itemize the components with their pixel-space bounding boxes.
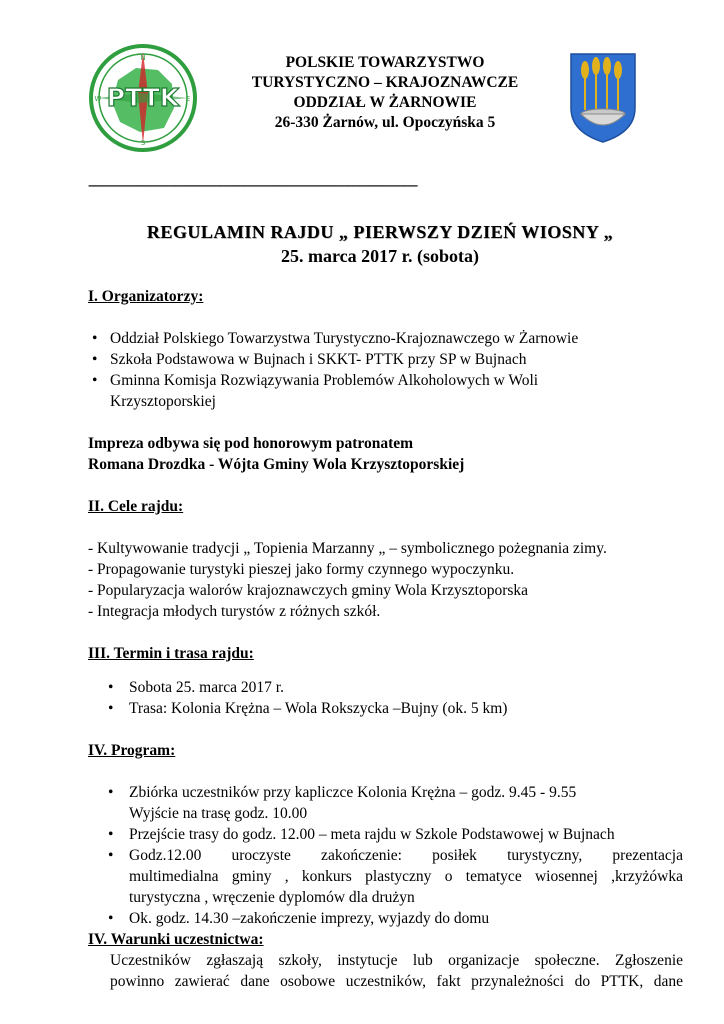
paragraph-line: Uczestników zgłaszają szkoły, instytucje lub organizacje społeczne. Zgłoszenie — [110, 952, 683, 969]
list-item-line: Zbiórka uczestników przy kapliczce Kolonia Krężna – godz. 9.45 - 9.55 — [129, 784, 577, 801]
patronage-line-2: Romana Drozdka - Wójta Gminy Wola Krzysztoporskiej — [88, 456, 465, 473]
list-item — [88, 782, 683, 824]
compass-n: N — [140, 54, 146, 62]
conditions-paragraph — [88, 950, 683, 992]
list-item-line: multimedialna gminy , konkurs plastyczny o tematyce wiosennej ,krzyżówka — [129, 868, 683, 885]
pttk-logo — [88, 42, 198, 154]
program-list — [88, 782, 683, 929]
org-address: 26-330 Żarnów, ul. Opoczyńska 5 — [274, 114, 496, 131]
list-item: • Ok. godz. 14.30 –zakończenie imprezy, wyjazdy do domu — [88, 908, 683, 929]
document-date: 25. marca 2017 r. (sobota) — [281, 246, 479, 266]
list-item-line: • Godz.12.00 uroczyste zakończenie: posiłek turystyczny, prezentacja — [129, 847, 683, 864]
goal-item: - Kultywowanie tradycji „ Topienia Marzanny „ – symbolicznego pożegnania zimy. — [88, 540, 607, 557]
list-item-line: turystyczna , wręczenie dyplomów dla drużyn — [129, 889, 415, 906]
organizers-list — [88, 328, 683, 412]
section-heading-goals: II. Cele rajdu: — [88, 498, 184, 515]
list-item: • Sobota 25. marca 2017 r. — [88, 677, 683, 698]
list-item-line: Gminna Komisja Rozwiązywania Problemów Alkoholowych w Woli — [110, 372, 539, 389]
section-heading-route: III. Termin i trasa rajdu: — [88, 645, 254, 662]
compass-e: E — [185, 95, 191, 103]
logo-text: PTTK — [106, 83, 180, 112]
separator-line: ----------------------------------------------------------------------------------------------- — [88, 178, 417, 193]
list-item — [88, 845, 683, 908]
goal-item: - Integracja młodych turystów z różnych szkół. — [88, 603, 381, 620]
organization-header — [200, 53, 570, 133]
list-item-line: Krzysztoporskiej — [110, 393, 216, 410]
section-heading-program: IV. Program: — [88, 742, 176, 759]
document-body — [88, 286, 683, 992]
list-item — [88, 370, 683, 412]
org-line-1: POLSKIE TOWARZYSTWO — [285, 54, 485, 71]
list-item-line: Wyjście na trasę godz. 10.00 — [129, 805, 308, 822]
compass-w: W — [94, 95, 102, 103]
compass-s: S — [140, 139, 146, 147]
org-line-3: ODDZIAŁ W ŻARNOWIE — [293, 94, 477, 111]
document-title: REGULAMIN RAJDU „ PIERWSZY DZIEŃ WIOSNY „ — [146, 222, 614, 242]
goal-item: - Propagowanie turystyki pieszej jako formy czynnego wypoczynku. — [88, 561, 515, 578]
section-heading-organizers: I. Organizatorzy: — [88, 288, 204, 305]
patronage-line-1: Impreza odbywa się pod honorowym patronatem — [88, 435, 414, 452]
list-item: • Szkoła Podstawowa w Bujnach i SKKT- PTTK przy SP w Bujnach — [88, 349, 683, 370]
list-item: • Oddział Polskiego Towarzystwa Turystyczno-Krajoznawczego w Żarnowie — [88, 328, 683, 349]
goal-item: - Popularyzacja walorów krajoznawczych gminy Wola Krzysztoporska — [88, 582, 529, 599]
coat-of-arms-icon — [569, 52, 637, 144]
org-line-2: TURYSTYCZNO – KRAJOZNAWCZE — [251, 74, 519, 91]
paragraph-line: powinno zawierać dane osobowe uczestników, fakt przynależności do PTTK, dane — [110, 973, 683, 990]
section-heading-conditions: IV. Warunki uczestnictwa: — [88, 931, 264, 948]
list-item: • Trasa: Kolonia Krężna – Wola Rokszycka –Bujny (ok. 5 km) — [88, 698, 683, 719]
route-list — [88, 677, 683, 719]
list-item: • Przejście trasy do godz. 12.00 – meta rajdu w Szkole Podstawowej w Bujnach — [88, 824, 683, 845]
